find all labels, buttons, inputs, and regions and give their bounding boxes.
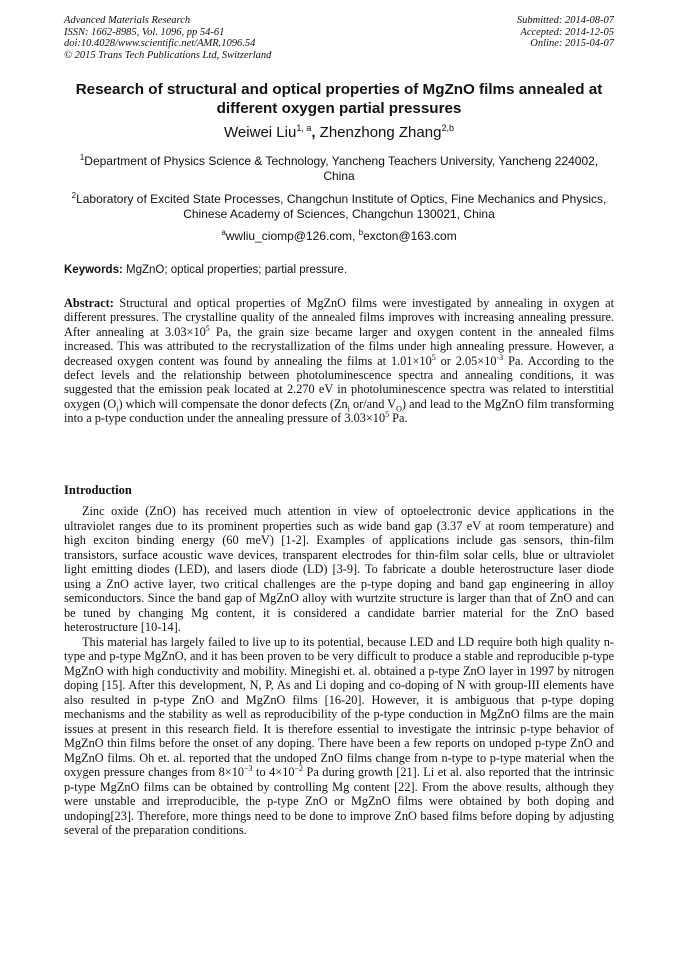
author-separator: , — [311, 124, 320, 141]
journal-header-right — [517, 15, 614, 50]
journal-name: Advanced Materials Research — [64, 15, 191, 26]
email-link[interactable]: wwliu_ciomp@126.com, — [225, 229, 359, 243]
introduction-body — [64, 504, 614, 838]
author-name: Weiwei Liu — [224, 124, 297, 141]
author-affiliation-mark: 2,b — [441, 123, 454, 133]
submitted-date: Submitted: 2014-08-07 — [516, 15, 614, 26]
author-line — [0, 124, 678, 142]
abstract: Abstract: Structural and optical properties of MgZnO films were investigated by annealing in oxygen at different pressures. The crystalline quality of the annealed films improves with increasing annealing pressure. After annealing at $3.03\times 10^5$ Pa, the grain size became larger and oxygen content in the annealed films increased. This was attributed to the recrystallization of the films under high annealing pressure. However, a decreased oxygen content was found by annealing the films at $1.01\times 10^5$ or $2.05\times 10^{-3}$ Pa. According to the defect levels and the relationship between photoluminescence spectra and annealing conditions, it was suggested that the emission peak located at 2.270 eV in photoluminescence spectra was related to interstitial oxygen $(O_i)$ which will compensate the donor defects ($Zn_i$ or/and $V_O$) and lead to the MgZnO film transforming into a p-type conduction under the annealing pressure of $3.03\times 10^5$ Pa. — [64, 296, 614, 426]
paragraph: Zinc oxide (ZnO) has received much attention in view of optoelectronic device applications in the ultraviolet ranges due to its prominent properties such as wide band gap (3.37 eV at room temperature) and high exciton binding energy (60 meV) [1-2]. Examples of applications include gas sensors, thin-film transistors, surface acoustic wave devices, transparent electrodes for thin-film solar cells, blue or ultraviolet light emitting diodes (LED), and lasers diode (LD) [3-9]. To fabricate a double heterostructure laser diode using a ZnO active layer, two critical challenges are the p-type doping and band gap engineering in alloy semiconductors. Since the band gap of MgZnO alloy with wurtzite structure is larger than that of ZnO and can be tuned by changing Mg content, it is considered a candidate barrier material for the ZnO based heterostructure [10-14]. — [64, 504, 614, 634]
section-heading: Introduction — [64, 483, 132, 497]
journal-doi: doi:10.4028/www.scientific.net/AMR.1096.54 — [64, 38, 256, 50]
paper-title: Research of structural and optical properties of MgZnO films annealed at different oxygen partial pressures — [75, 81, 603, 117]
journal-copyright: © 2015 Trans Tech Publications Ltd, Switzerland — [64, 49, 272, 61]
accepted-date: Accepted: 2014-12-05 — [520, 26, 614, 38]
journal-header-left — [64, 15, 271, 61]
keywords-text: MgZnO; optical properties; partial pressure. — [122, 264, 348, 276]
online-date: Online: 2015-04-07 — [530, 38, 614, 50]
journal-issn: ISSN: 1662-8985, Vol. 1096, pp 54-61 — [64, 26, 225, 38]
author-affiliation-mark: 1, a — [296, 123, 312, 133]
author-emails: $^a$wwliu_ciomp@126.com, $^b$excton@163.com — [221, 228, 457, 243]
paragraph: This material has largely failed to live up to its potential, because LED and LD require both high quality n-type and p-type MgZnO, and it has been proven to be very difficult to produce a stable and reproducible p-type MgZnO with high conductivity and mobility. Minegishi et. al. obtained a p-type ZnO layer in 1997 by nitrogen doping [15]. After this development, N, P, As and Li doping and co-doping of N with group-III elements have also resulted in p-type ZnO and MgZnO films [16-20]. However, it is ambiguous that p-type doping mechanisms and the stability as well as reproducibility of the p-type conduction in MgZnO films are the main issues at present in this research field. It is therefore essential to investigate the intrinsic p-type behavior of MgZnO thin films before the onset of any doping. There have been a few reports on undoped p-type ZnO and MgZnO films. Oh et. al. reported that the undoped ZnO films change from n-type to p-type material when the oxygen pressure changes from $8\times 10^{-3}$ to $4\times 10^{-2}$ Pa during growth [21]. Li et al. also reported that the intrinsic p-type MgZnO films can be obtained by controlling Mg content [22]. From the above results, although they were unstable and irreproducible, the p-type ZnO or MgZnO films were obtained by both doping and undoping[23]. Therefore, more things need to be done to improve ZnO based films before doping by adjusting several of the preparation conditions. — [64, 634, 615, 837]
keywords — [64, 263, 614, 277]
email-link[interactable]: excton@163.com — [363, 229, 457, 243]
affiliation-2: $^2$Laboratory of Excited State Processes, Changchun Institute of Optics, Fine Mechanics and Physics, Chinese Academy of Sciences, Changchun 130021, China — [71, 191, 607, 221]
affiliation-1: $^1$Department of Physics Science & Technology, Yancheng Teachers University, Yancheng 224002, China — [79, 153, 599, 183]
keywords-label: Keywords: — [64, 264, 123, 276]
abstract-label: Abstract: — [64, 296, 114, 310]
author-name: Zhenzhong Zhang — [319, 124, 442, 141]
